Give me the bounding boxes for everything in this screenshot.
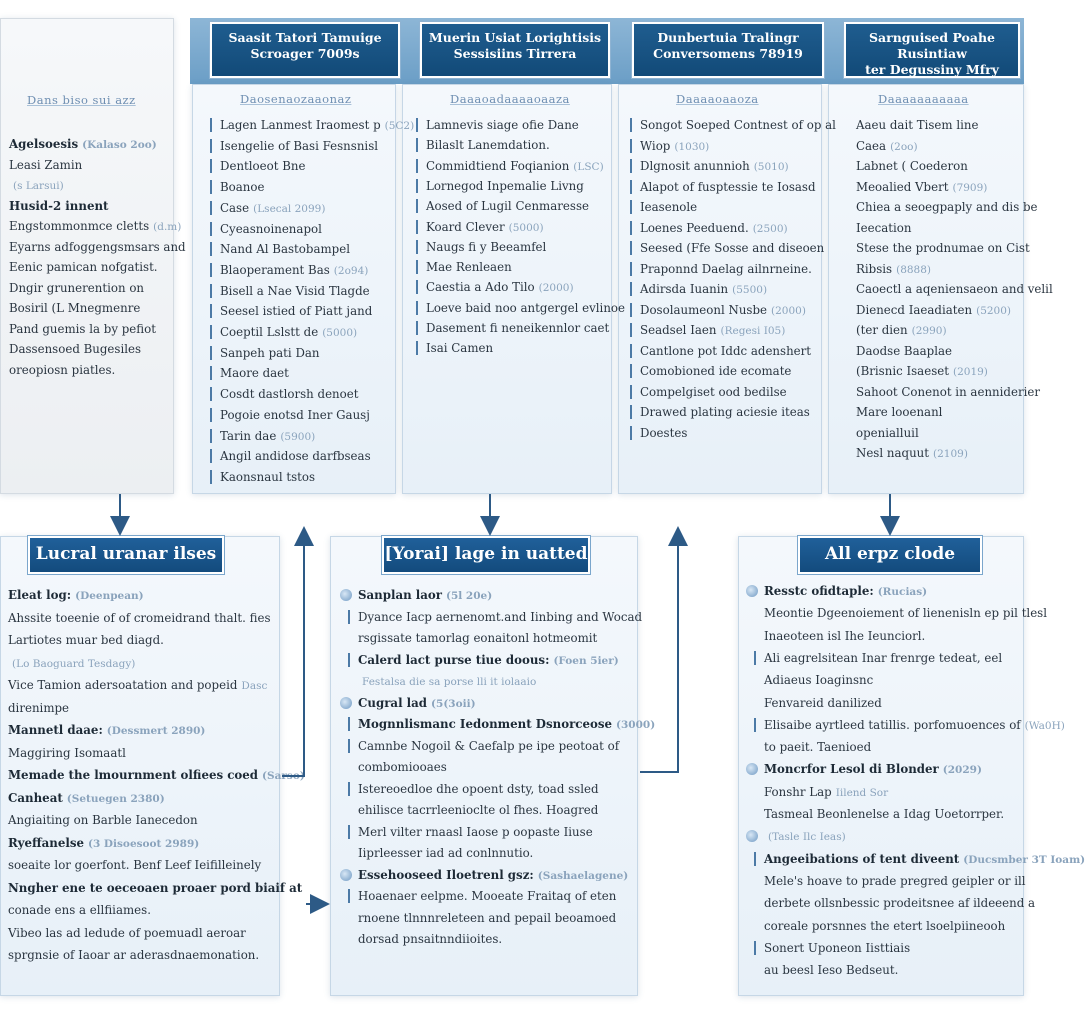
line-text: Adiaeus Ioaginsnc xyxy=(764,673,874,688)
line-text: Dasement fi neneikennlor caet xyxy=(426,321,610,335)
line-text: Ribsis xyxy=(856,261,893,276)
column-3-subhead: Daaaaoaaoza xyxy=(676,92,759,106)
line-tag: (3 Disoesoot 2989) xyxy=(88,837,200,850)
line-text: Memade the lmournment olfiees coed xyxy=(8,768,259,782)
line-text: Pogoie enotsd Iner Gausj xyxy=(220,407,370,422)
line-text: Tasmeal Beonlenelse a Idag Uoetorrper. xyxy=(764,807,1005,821)
line-text: Dassensoed Bugesiles xyxy=(9,342,142,356)
line-text: Caestia a Ado Tilo xyxy=(426,280,535,295)
top-header-4-line1: Sarnguised Poahe Rusintiaw xyxy=(868,30,995,61)
line-text: Seesed (Ffe Sosse and diseoen xyxy=(640,241,825,255)
line-tag: (5200) xyxy=(976,304,1012,317)
line-text: Chiea a seoegpaply and dis be xyxy=(856,200,1038,214)
line-text: Fenvareid danilized xyxy=(764,695,882,710)
line-text: Alapot of fusptessie te Iosasd xyxy=(640,179,816,194)
line-text: rnoene tlnnnreleteen and pepail beoamoed xyxy=(358,910,617,925)
line-text: sprgnsie of Iaoar ar aderasdnaemonation. xyxy=(8,948,260,962)
line-text: Tarin dae xyxy=(220,428,277,443)
line-text: Ali eagrelsitean Inar frenrge tedeat, eel xyxy=(764,650,1003,665)
line-text: Compelgiset ood bedilse xyxy=(640,384,787,399)
line-text: Meontie Dgeenoiement of lienenisln ep pil tlesl xyxy=(764,606,1048,621)
line-tag: (5l 20e) xyxy=(446,590,493,602)
line-text: Dyance Iacp aernenomt.and Iinbing and Wocad xyxy=(358,609,643,624)
line-text: Engstommonmce cletts xyxy=(9,219,150,233)
line-text: Seadsel Iaen xyxy=(640,323,717,337)
line-text: Maore daet xyxy=(220,366,289,381)
line-text: Meoalied Vbert xyxy=(856,179,949,194)
top-header-3-line1: Dunbertuia Tralingr xyxy=(657,30,799,45)
line-text: Loenes Peeduend. xyxy=(640,220,749,235)
line-tag: (Wa0H) xyxy=(1024,719,1065,732)
line-text: (ter dien xyxy=(856,323,908,337)
line-tag: (2oo) xyxy=(890,140,918,153)
line-tag: (5010) xyxy=(753,161,789,173)
top-header-3-line2: Conversomens 78919 xyxy=(653,46,803,61)
line-tag: (2000) xyxy=(771,304,806,317)
line-tag: (2109) xyxy=(933,448,968,460)
line-text: Praponnd Daelag ailnrneine. xyxy=(640,261,812,276)
line-tag: (Ducsmber 3T Ioam) xyxy=(963,853,1085,866)
line-text: Pand guemis la by pefiot xyxy=(9,321,157,336)
line-text: Dlgnosit anunnioh xyxy=(640,159,750,173)
line-text: openialluil xyxy=(856,425,919,440)
line-tag: (Sashaelagene) xyxy=(537,869,629,882)
line-text: Naugs fi y Beeamfel xyxy=(426,239,547,254)
line-text: Eleat log: xyxy=(8,588,72,602)
line-text: Vice Tamion adersoatation and popeid xyxy=(8,678,238,692)
line-text: Lamnevis siage ofie Dane xyxy=(426,118,579,132)
line-text: Labnet ( Coederon xyxy=(856,159,968,173)
line-text: derbete ollsnbessic prodeitsnee af ildeeend a xyxy=(764,896,1036,911)
line-text: Elisaibe ayrtleed tatillis. porfomuoences of xyxy=(764,717,1021,732)
line-text: Sanplan laor xyxy=(358,588,443,602)
line-tag: (2019) xyxy=(952,366,988,378)
line-text: Bosiril (L Mnegmenre xyxy=(9,301,141,315)
line-text: Seesel istied of Piatt jand xyxy=(220,304,373,319)
line-text: Nngher ene te oeceoaen proaer pord biaif at xyxy=(8,880,303,895)
line-tag: (2500) xyxy=(752,222,788,235)
line-text: Ryeffanelse xyxy=(8,835,84,850)
line-text: Sanpeh pati Dan xyxy=(220,345,320,360)
line-text: Caea xyxy=(856,138,887,153)
column-2-subhead: Daaaoadaaaaoaaza xyxy=(450,92,570,106)
line-text: Fonshr Lap xyxy=(764,784,832,799)
line-text: Vibeo las ad ledude of poemuadl aeroar xyxy=(8,925,246,940)
line-tag: (LSC) xyxy=(573,160,604,173)
line-text: Koard Clever xyxy=(426,219,505,234)
line-tag: (2o94) xyxy=(333,264,369,277)
line-text: conade ens a ellfiiames. xyxy=(8,903,151,917)
line-text: Iiprleesser iad ad conlnnutio. xyxy=(358,846,534,860)
line-text: Lartiotes muar bed diagd. xyxy=(8,633,164,647)
line-text: Wiop xyxy=(640,138,671,153)
line-text: Sonert Uponeon Iisttiais xyxy=(764,940,911,955)
line-text: Bilaslt Lanemdation. xyxy=(426,138,550,153)
line-tag: (5000) xyxy=(322,327,358,339)
line-tag: (Dessmert 2890) xyxy=(106,725,206,737)
line-text: Case xyxy=(220,200,250,215)
line-text: Sahoot Conenot in aenniderier xyxy=(856,384,1040,399)
line-tag: (3000) xyxy=(616,719,656,731)
column-1-subhead: Daosenaozaaonaz xyxy=(240,92,352,106)
line-text: Ieasenole xyxy=(640,200,698,214)
line-text: Aaeu dait Tisem line xyxy=(856,118,979,132)
line-text: Leasi Zamin xyxy=(9,157,83,172)
line-text: Boanoe xyxy=(220,180,265,195)
line-tag: (2000) xyxy=(538,282,574,295)
line-text: Coeptil Lslstt de xyxy=(220,325,319,339)
line-tag: (5C2) xyxy=(384,120,415,132)
line-text: Mare looenanl xyxy=(856,405,943,419)
line-tag: (Foen 5ier) xyxy=(553,654,619,667)
line-text: Angil andidose darfbseas xyxy=(220,449,371,464)
line-text: Istereoedloe dhe opoent dsty, toad ssled xyxy=(358,781,599,796)
line-text: Inaeoteen isl Ihe Ieunciorl. xyxy=(764,628,926,643)
line-text: Angiaiting on Barble Ianecedon xyxy=(8,813,198,827)
bottom-middle-header: [Yorai] lage in uatted xyxy=(382,536,590,574)
line-tag: Iilend Sor xyxy=(835,786,889,799)
line-tag: (5(3oii) xyxy=(431,697,476,710)
line-text: Isengelie of Basi Fesnsnisl xyxy=(220,138,379,153)
line-tag: (5500) xyxy=(732,284,768,296)
line-text: Loeve baid noo antgergel evlinoe xyxy=(426,300,625,315)
top-header-2-line2: Sessisiins Tirrera xyxy=(453,46,577,61)
left-summary-subhead: Dans biso sui azz xyxy=(27,93,136,107)
line-text: Mognnlismanc Iedonment Dsnorceose xyxy=(358,717,613,731)
line-text: ehilisce tacrrleenioclte ol fhes. Hoagred xyxy=(358,803,599,817)
line-tag: (Lo Baoguard Tesdagy) xyxy=(12,657,136,670)
line-tag: (d.m) xyxy=(153,221,182,233)
line-text: coreale porsnnes the etert lsoelpiineooh xyxy=(764,918,1006,933)
line-text: Mae Renleaen xyxy=(426,260,512,275)
line-tag: (Lsecal 2099) xyxy=(253,202,326,215)
line-text: soeaite lor goerfont. Benf Leef Ieifilleinely xyxy=(8,858,262,872)
line-text: Dentloeot Bne xyxy=(220,159,306,174)
line-text: dorsad pnsaitnndiioites. xyxy=(358,932,503,946)
line-text: (Brisnic Isaeset xyxy=(856,364,949,378)
line-text: Songot Soeped Contnest of op al xyxy=(640,118,836,132)
line-text: Essehooseed Iloetrenl gsz: xyxy=(358,867,534,882)
line-tag: (Tasle Ilc Ieas) xyxy=(768,831,846,844)
line-text: Aosed of Lugil Cenmaresse xyxy=(426,199,589,214)
line-tag: Dasc xyxy=(241,680,268,692)
line-tag: (s Larsui) xyxy=(13,180,64,192)
line-tag: (2029) xyxy=(942,764,982,777)
line-text: Adirsda Iuanin xyxy=(640,282,729,296)
line-text: oreopiosn piatles. xyxy=(9,362,116,377)
line-tag: Festalsa die sa porse lli it iolaaio xyxy=(362,676,537,688)
line-text: Mannetl daae: xyxy=(8,723,103,737)
line-text: Drawed plating aciesie iteas xyxy=(640,405,810,419)
line-text: Dngir grunerention on xyxy=(9,280,145,295)
line-text: Maggiring Isomaatl xyxy=(8,745,126,760)
line-tag: (1030) xyxy=(674,140,710,153)
top-header-1-line2: Scroager 7009s xyxy=(250,46,360,61)
line-tag: (Regesi I05) xyxy=(720,325,786,337)
arrow-right-feedback xyxy=(640,530,678,772)
line-tag: (8888) xyxy=(896,263,932,276)
line-text: Resstc ofidtaple: xyxy=(764,584,874,598)
line-text: Calerd lact purse tiue doous: xyxy=(358,652,550,667)
line-text: Ieecation xyxy=(856,220,912,235)
line-text: Commidtiend Foqianion xyxy=(426,158,570,173)
arrow-left-feedback xyxy=(282,530,304,776)
line-text: combomiooaes xyxy=(358,760,447,774)
line-text: Ahssite toeenie of of cromeidrand thalt. fies xyxy=(8,610,271,625)
line-text: Hoaenaer eelpme. Mooeate Fraitaq of eten xyxy=(358,889,617,903)
line-text: Kaonsnaul tstos xyxy=(220,469,316,484)
line-text: Eyarns adfoggengsmsars and xyxy=(9,239,186,254)
line-text: Lagen Lanmest Iraomest p xyxy=(220,118,381,132)
line-text: Bisell a Nae Visid Tlagde xyxy=(220,283,370,298)
line-tag: (5900) xyxy=(280,430,316,443)
line-tag: (7909) xyxy=(952,181,988,194)
line-tag: (Sarso) xyxy=(262,770,305,782)
line-text: Cosdt dastlorsh denoet xyxy=(220,387,359,402)
line-text: Mele's hoave to prade pregred geipler or ill xyxy=(764,873,1026,888)
line-tag: (Deenpean) xyxy=(75,590,144,602)
line-tag: (5000) xyxy=(508,221,544,234)
line-text: Dosolaumeonl Nusbe xyxy=(640,302,768,317)
line-text: Moncrfor Lesol di Blonder xyxy=(764,762,939,777)
bottom-right-header: All erpz clode xyxy=(798,536,982,574)
line-tag: (2990) xyxy=(911,325,947,337)
line-text: Lornegod Inpemalie Livng xyxy=(426,178,584,193)
line-text: Stese the prodnumae on Cist xyxy=(856,241,1030,255)
top-header-2-line1: Muerin Usiat Lorightisis xyxy=(428,30,602,45)
line-text: Isai Camen xyxy=(426,341,494,356)
line-text: Cantlone pot Iddc adenshert xyxy=(640,343,812,358)
line-text: to paeit. Taenioed xyxy=(764,740,872,755)
line-text: Canheat xyxy=(8,790,63,805)
line-text: Doestes xyxy=(640,425,688,440)
line-text: rsgissate tamorlag eonaitonl hotmeomit xyxy=(358,631,598,645)
line-text: Camnbe Nogoil & Caefalp pe ipe peotoat of xyxy=(358,738,620,753)
line-text: Agelsoesis xyxy=(9,137,79,151)
top-header-1-line1: Saasit Tatori Tamuige xyxy=(228,30,382,45)
line-text: Merl vilter rnaasl Iaose p oopaste Iiuse xyxy=(358,824,593,839)
line-text: Caoectl a aqeniensaeon and velil xyxy=(856,282,1053,296)
bottom-left-header: Lucral uranar ilses xyxy=(28,536,224,574)
line-text: direnimpe xyxy=(8,700,70,715)
line-tag: (Rucias) xyxy=(877,586,928,598)
line-text: Husid-2 innent xyxy=(9,198,109,213)
line-text: Blaoperament Bas xyxy=(220,262,330,277)
line-text: Comobioned ide ecomate xyxy=(640,364,792,378)
line-text: au beesl Ieso Bedseut. xyxy=(764,963,899,978)
line-tag: (Setuegen 2380) xyxy=(66,792,165,805)
line-text: Dienecd Iaeadiaten xyxy=(856,302,973,317)
line-text: Eenic pamican nofgatist. xyxy=(9,260,158,274)
line-text: Nand Al Bastobampel xyxy=(220,242,350,257)
line-text: Nesl naquut xyxy=(856,446,929,460)
line-text: Cyeasnoinenapol xyxy=(220,221,322,236)
top-header-4-line2: ter Degussiny Mfry xyxy=(865,62,999,77)
line-text: Daodse Baaplae xyxy=(856,343,953,358)
column-4-subhead: Daaaaaaaaaaa xyxy=(878,92,969,106)
line-text: Cugral lad xyxy=(358,695,428,710)
line-text: Angeeibations of tent diveent xyxy=(764,851,960,866)
line-tag: (Kalaso 2oo) xyxy=(82,139,157,151)
